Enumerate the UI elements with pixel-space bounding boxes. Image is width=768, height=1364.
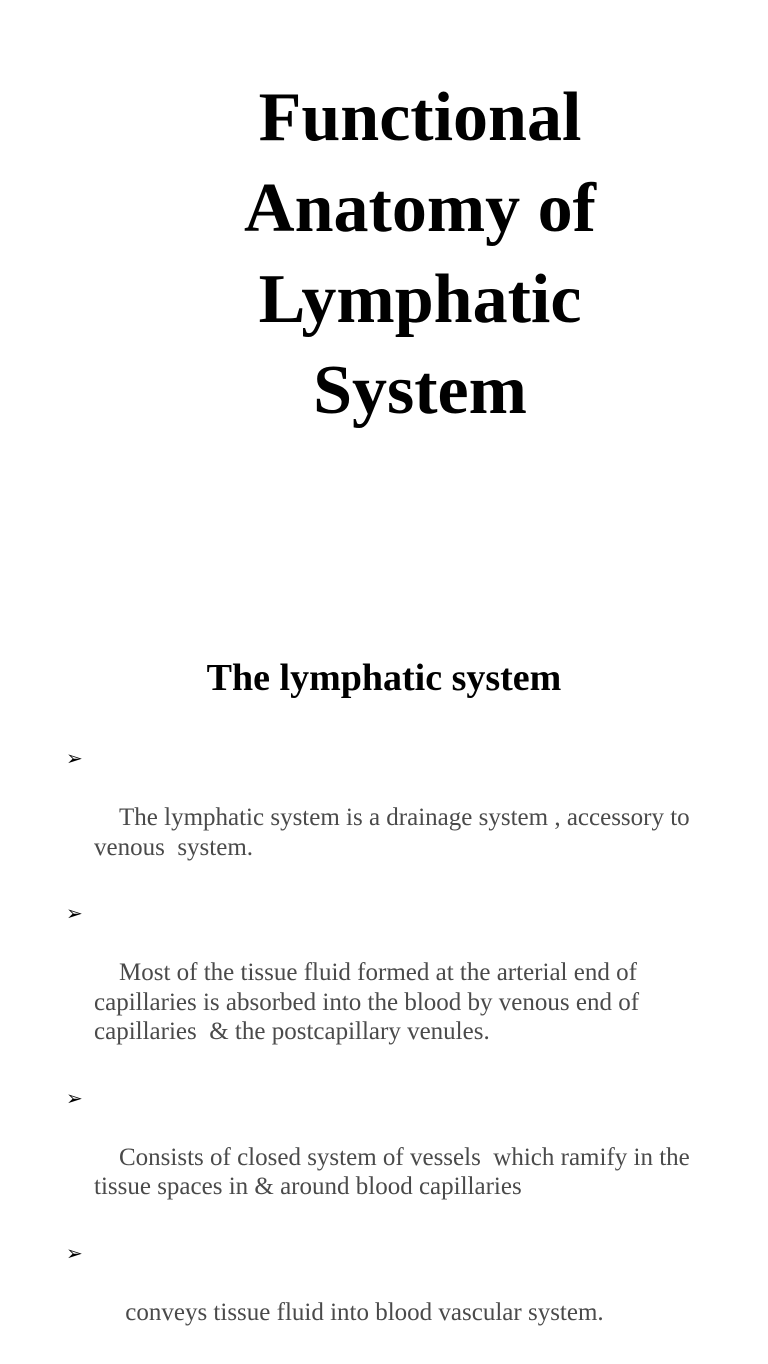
- title-line: System: [313, 352, 527, 429]
- section-heading: The lymphatic system: [206, 657, 562, 699]
- arrowhead-bullet-icon: ➢: [66, 900, 83, 925]
- bullet-text: Most of the tissue fluid formed at the arterial end of capillaries is absorbed into the blood by venous end of capillaries & the postcapillary venules.: [94, 959, 646, 1046]
- bullet-text: conveys tissue fluid into blood vascular system.: [119, 1298, 604, 1326]
- title-line: Lymphatic: [258, 261, 582, 338]
- title-line: Anatomy of: [244, 170, 596, 247]
- bullet-text: Consists of closed system of vessels which ramify in the tissue spaces in & around blood capillaries: [94, 1143, 697, 1201]
- bullet-list: [64, 744, 714, 1364]
- list-item: [64, 899, 714, 1077]
- title-line: Functional: [258, 79, 582, 156]
- list-item: [64, 1084, 714, 1232]
- slide-title: [190, 72, 650, 436]
- arrowhead-bullet-icon: ➢: [66, 1085, 83, 1110]
- arrowhead-bullet-icon: ➢: [66, 746, 83, 770]
- bullet-text: The lymphatic system is a drainage system , accessory to venous system.: [94, 804, 696, 861]
- list-item: [64, 744, 714, 892]
- list-item: [64, 1239, 714, 1357]
- arrowhead-bullet-icon: ➢: [66, 1240, 83, 1265]
